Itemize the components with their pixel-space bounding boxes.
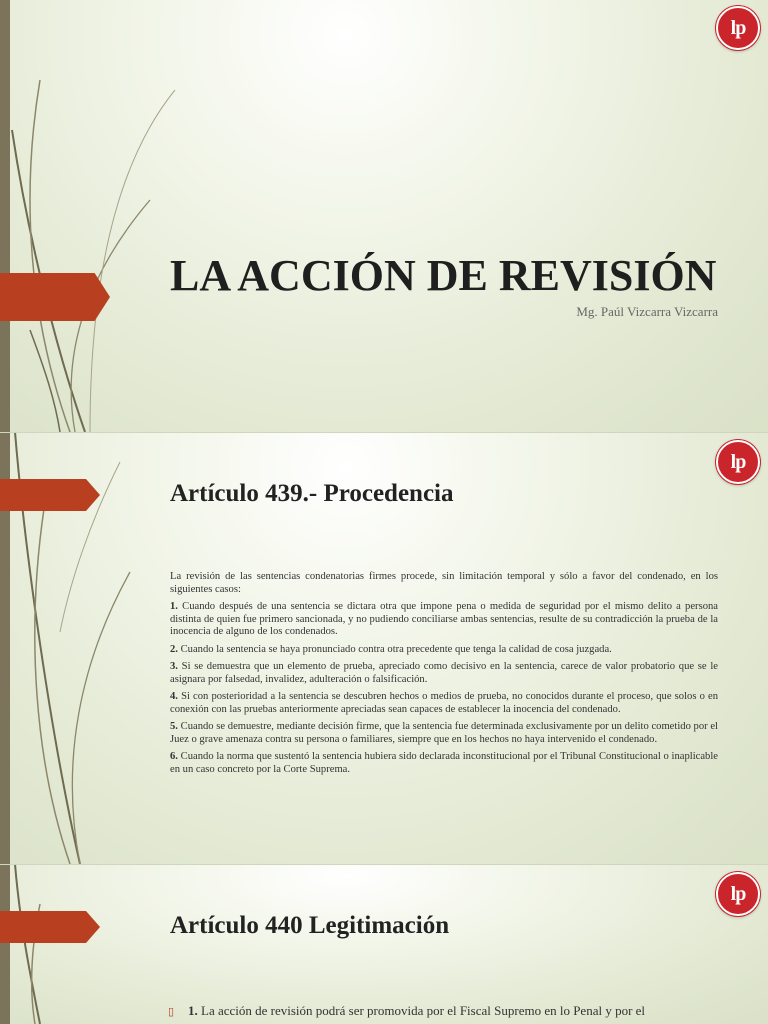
article-item: 5. Cuando se demuestre, mediante decisión firme, que la sentencia fue determinada exclusivamente por un delito cometido por el Juez o grave amenaza contra su persona o familiares, siempre que en los hechos no haya intervenido el condenado. <box>170 721 718 745</box>
slide-article-439 <box>0 432 768 864</box>
bullet-item <box>168 1003 718 1019</box>
article-item: 1. Cuando después de una sentencia se dictara otra que impone pena o medida de seguridad por el mismo delito a persona distinta de quien fue primero sancionada, y no pudiendo conciliarse ambas sentencias, resulte de su contradicción la prueba de la inocencia de alguno de los condenados. <box>170 601 718 637</box>
lp-logo: lp <box>716 6 760 50</box>
section-title: Artículo 439.- Procedencia <box>170 480 454 507</box>
article-item: 3. Si se demuestra que un elemento de prueba, apreciado como decisivo en la sentencia, carece de valor probatorio que se le asignara por falsedad, invalidez, adulteración o falsificación. <box>170 661 718 685</box>
slide-divider <box>0 864 768 865</box>
bullet-marker-icon: ▯ <box>168 1006 175 1018</box>
accent-arrow <box>0 479 100 511</box>
presentation-title: LA ACCIÓN DE REVISIÓN <box>170 251 717 300</box>
article-body <box>170 571 718 781</box>
accent-arrow <box>0 911 100 943</box>
article-intro: La revisión de las sentencias condenatorias firmes procede, sin limitación temporal y sólo a favor del condenado, en los siguientes casos: <box>170 571 718 595</box>
decorative-curves <box>0 0 200 432</box>
slide-article-440 <box>0 864 768 1024</box>
article-item: 6. Cuando la norma que sustentó la sentencia hubiera sido declarada inconstitucional por el Tribunal Constitucional o inaplicable en un caso concreto por la Corte Suprema. <box>170 751 718 775</box>
article-item: 2. Cuando la sentencia se haya pronunciado contra otra precedente que tenga la calidad de cosa juzgada. <box>170 643 612 655</box>
article-item: 4. Si con posterioridad a la sentencia se descubren hechos o medios de prueba, no conocidos durante el proceso, que solos o en conexión con las pruebas anteriormente apreciadas sean capaces de establecer la inocencia del condenado. <box>170 691 718 715</box>
bullet-text: 1. La acción de revisión podrá ser promovida por el Fiscal Supremo en lo Penal y por el <box>188 1003 646 1018</box>
decorative-curves <box>0 864 200 1024</box>
lp-logo: lp <box>716 440 760 484</box>
lp-logo: lp <box>716 872 760 916</box>
slide-divider <box>0 432 768 433</box>
author-name: Mg. Paúl Vizcarra Vizcarra <box>576 304 718 319</box>
accent-arrow <box>0 273 110 321</box>
section-title: Artículo 440 Legitimación <box>170 912 450 939</box>
slide-title <box>0 0 768 432</box>
